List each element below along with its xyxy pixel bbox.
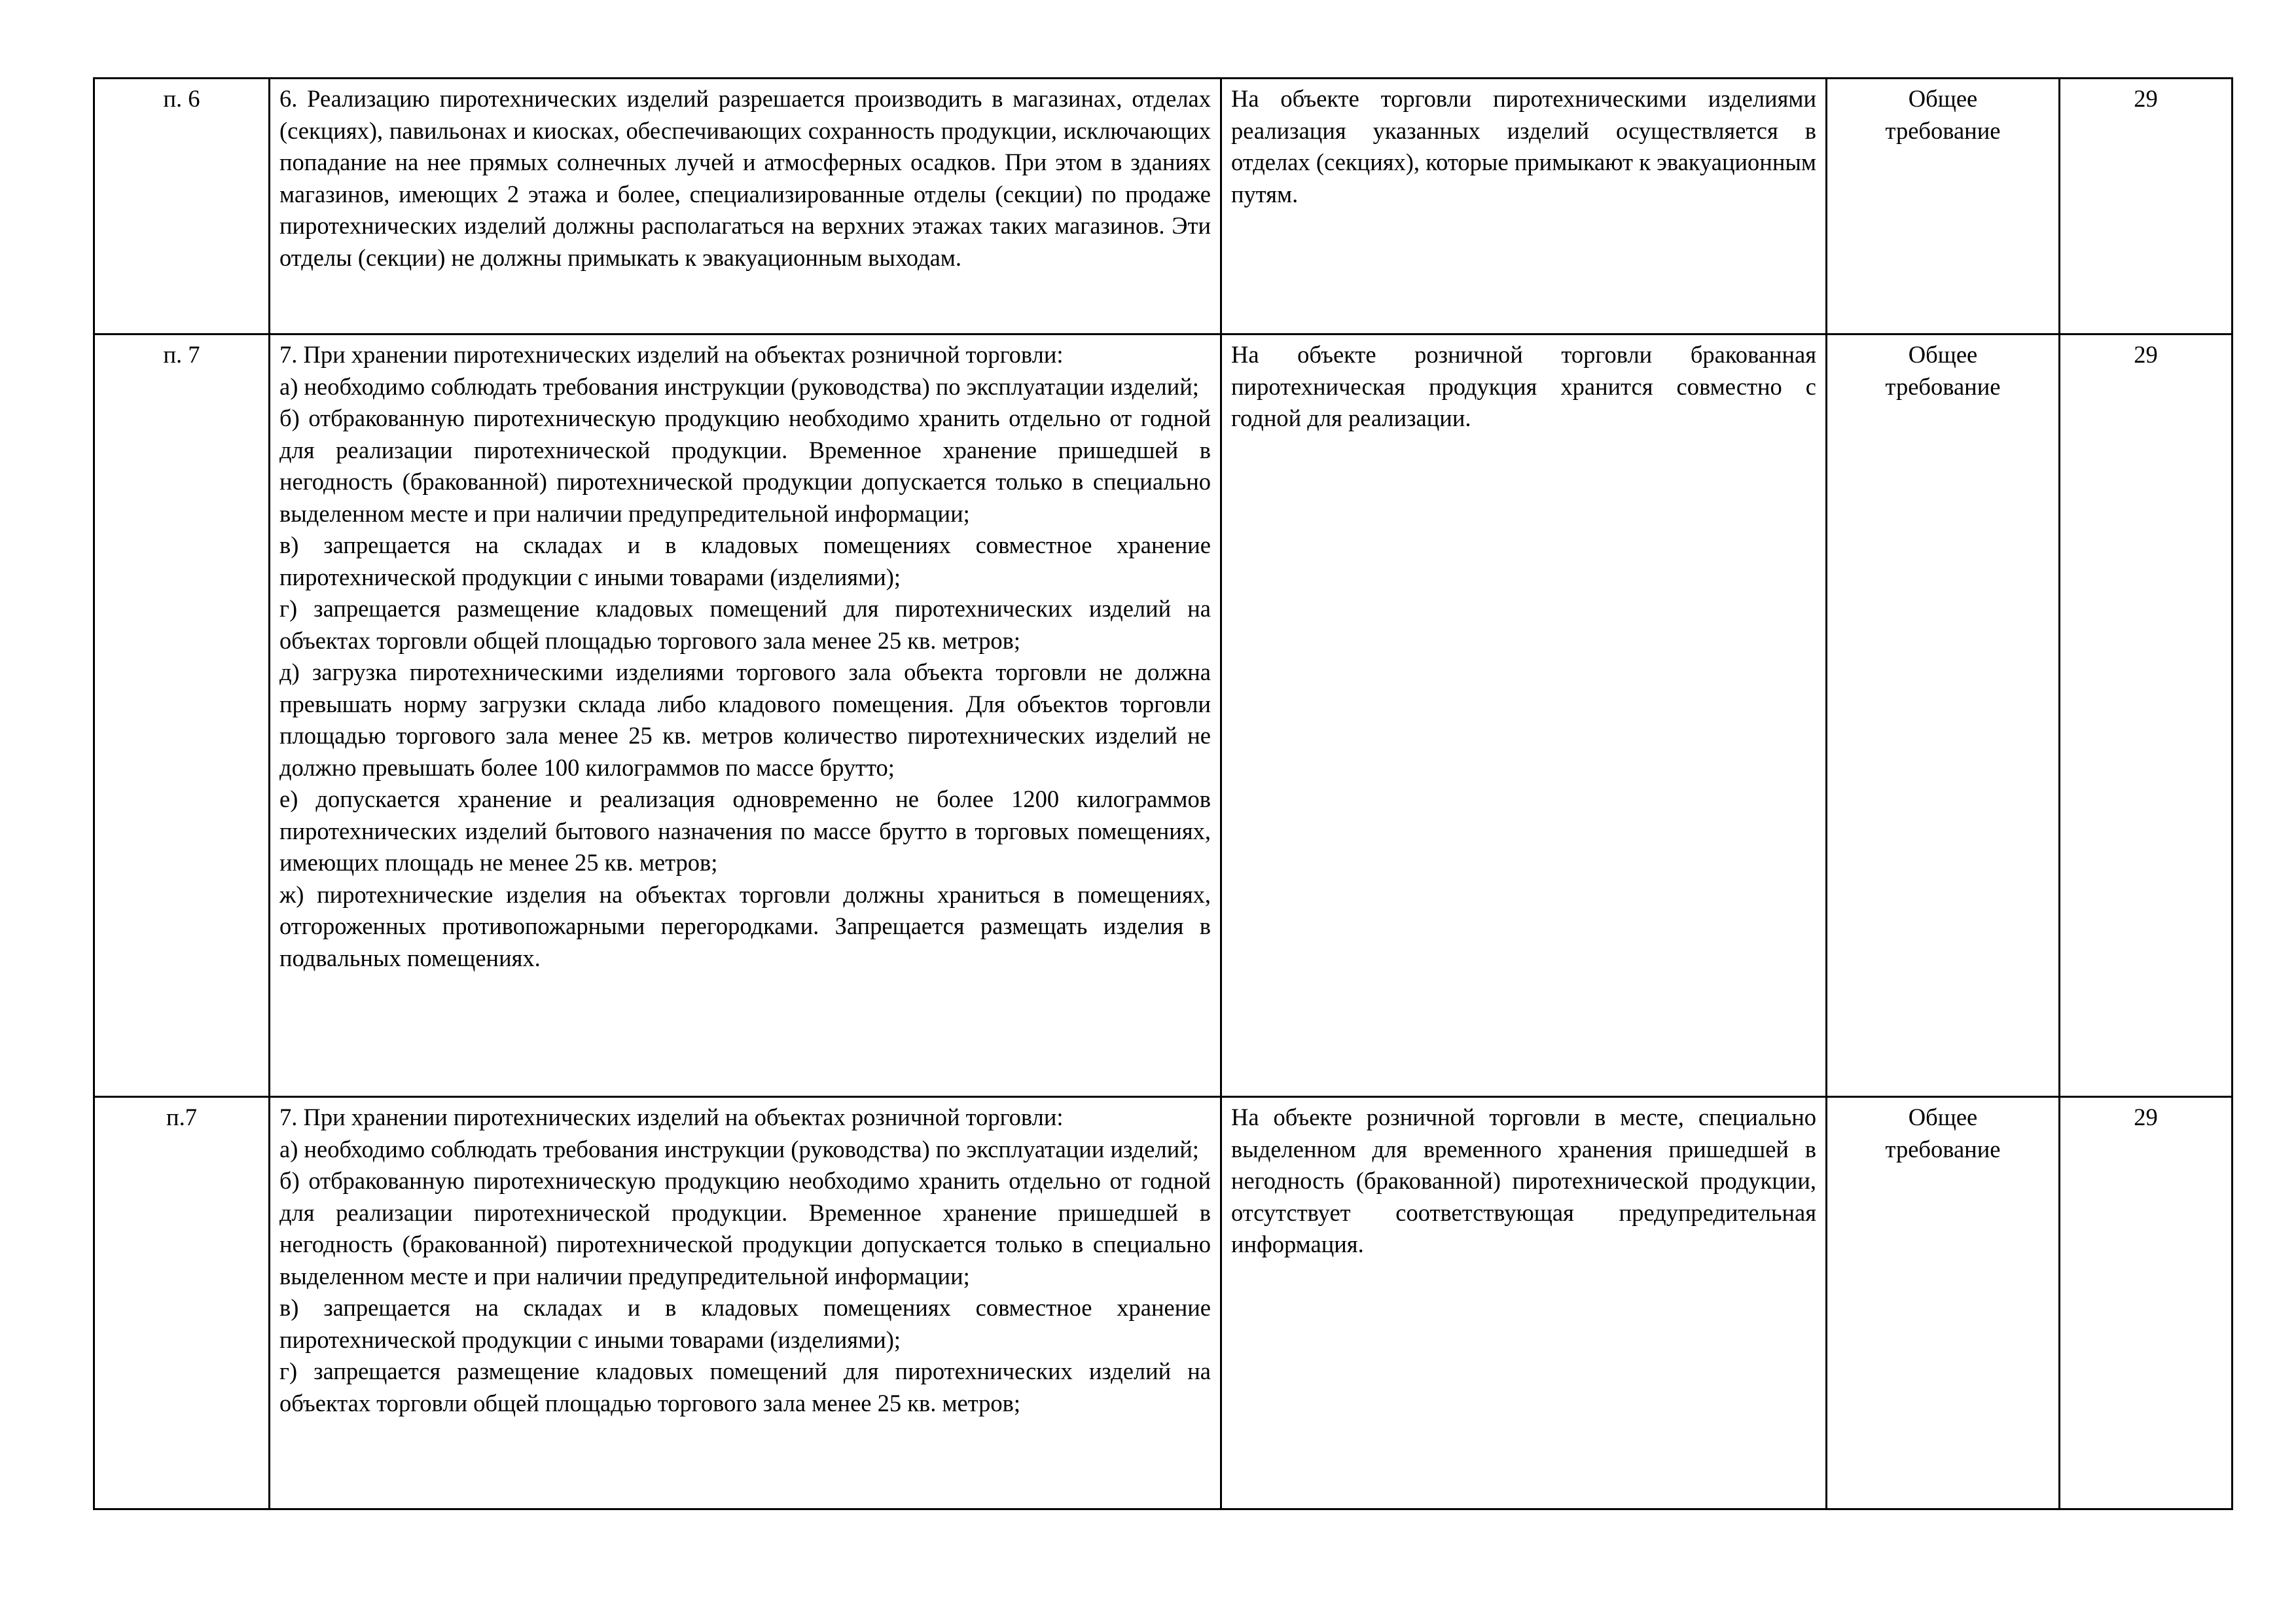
requirement-paragraph: г) запрещается размещение кладовых помещений для пиротехнических изделий на объектах торговли общей площадью торгового зала менее 25 кв. метров; — [279, 595, 1211, 654]
requirement-paragraph: б) отбракованную пиротехническую продукцию необходимо хранить отдельно от годной для реализации пиротехнической продукции. Временное хранение пришедшей в негодность (бракованной) пиротехнической продукции допускается только в специально выделенном месте и при наличии предупредительной информации; — [279, 405, 1211, 527]
point-number: п. 6 — [163, 85, 200, 112]
requirement-paragraph: в) запрещается на складах и в кладовых помещениях совместное хранение пиротехнической продукции с иными товарами (изделиями); — [279, 532, 1211, 590]
requirement-paragraph: ж) пиротехнические изделия на объектах торговли должны храниться в помещениях, отгороженных противопожарными перегородками. Запрещается размещать изделия в подвальных помещениях. — [279, 880, 1211, 971]
violation-text: На объекте розничной торговли бракованная пиротехническая продукция хранится совместно с годной для реализации. — [1231, 341, 1816, 431]
requirement-type-cell — [1827, 1097, 2060, 1509]
requirement-type: Общее требование — [1885, 1104, 2001, 1163]
requirement-paragraph: 7. При хранении пиротехнических изделий на объектах розничной торговли: — [279, 341, 1064, 368]
point-cell — [94, 79, 270, 334]
requirement-cell — [270, 1097, 1221, 1509]
requirement-paragraph: д) загрузка пиротехническими изделиями торгового зала объекта торговли не должна превышать норму загрузки склада либо кладового помещения. Для объектов торговли площадью торгового зала менее 25 кв. метров количество пиротехнических изделий не должно превышать более 100 килограммов по массе брутто; — [279, 659, 1211, 781]
violation-cell — [1221, 334, 1827, 1097]
point-number: п. 7 — [163, 341, 200, 368]
point-number: п.7 — [166, 1104, 197, 1130]
requirement-paragraph: б) отбракованную пиротехническую продукцию необходимо хранить отдельно от годной для реализации пиротехнической продукции. Временное хранение пришедшей в негодность (бракованной) пиротехнической продукции допускается только в специально выделенном месте и при наличии предупредительной информации; — [279, 1167, 1211, 1290]
requirement-paragraph: а) необходимо соблюдать требования инструкции (руководства) по эксплуатации изделий; — [279, 1135, 1199, 1163]
page-number: 29 — [2134, 1104, 2158, 1130]
page-cell — [2060, 334, 2233, 1097]
violation-cell — [1221, 79, 1827, 334]
table-row — [94, 334, 2233, 1097]
requirement-paragraph: а) необходимо соблюдать требования инструкции (руководства) по эксплуатации изделий; — [279, 372, 1199, 400]
requirement-paragraph: е) допускается хранение и реализация одновременно не более 1200 килограммов пиротехнических изделий бытового назначения по массе брутто в торговых помещениях, имеющих площадь не менее 25 кв. метров; — [279, 785, 1211, 876]
page-number: 29 — [2134, 85, 2158, 112]
page-number: 29 — [2134, 341, 2158, 368]
requirement-type: Общее требование — [1885, 85, 2001, 144]
page-cell — [2060, 1097, 2233, 1509]
point-cell — [94, 334, 270, 1097]
requirement-paragraph: в) запрещается на складах и в кладовых помещениях совместное хранение пиротехнической продукции с иными товарами (изделиями); — [279, 1294, 1211, 1353]
violation-text: На объекте розничной торговли в месте, специально выделенном для временного хранения пришедшей в негодность (бракованной) пиротехнической продукции, отсутствует соответствующая предупредительная информация. — [1231, 1104, 1816, 1257]
requirement-type: Общее требование — [1885, 341, 2001, 400]
requirement-cell — [270, 334, 1221, 1097]
requirement-type-cell — [1827, 334, 2060, 1097]
violation-cell — [1221, 1097, 1827, 1509]
table-row — [94, 1097, 2233, 1509]
requirement-paragraph: 7. При хранении пиротехнических изделий на объектах розничной торговли: — [279, 1104, 1064, 1130]
requirement-paragraph: г) запрещается размещение кладовых помещений для пиротехнических изделий на объектах торговли общей площадью торгового зала менее 25 кв. метров; — [279, 1358, 1211, 1416]
point-cell — [94, 1097, 270, 1509]
requirement-type-cell — [1827, 79, 2060, 334]
requirements-table — [93, 77, 2233, 1510]
requirement-cell — [270, 79, 1221, 334]
requirement-paragraph: 6. Реализацию пиротехнических изделий разрешается производить в магазинах, отделах (секциях), павильонах и киосках, обеспечивающих сохранность продукции, исключающих попадание на нее прямых солнечных лучей и атмосферных осадков. При этом в зданиях магазинов, имеющих 2 этажа и более, специализированные отделы (секции) по продаже пиротехнических изделий должны располагаться на верхних этажах таких магазинов. Эти отделы (секции) не должны примыкать к эвакуационным выходам. — [279, 85, 1211, 271]
violation-text: На объекте торговли пиротехническими изделиями реализация указанных изделий осуществляется в отделах (секциях), которые примыкают к эвакуационным путям. — [1231, 85, 1816, 208]
page-cell — [2060, 79, 2233, 334]
table-row — [94, 79, 2233, 334]
